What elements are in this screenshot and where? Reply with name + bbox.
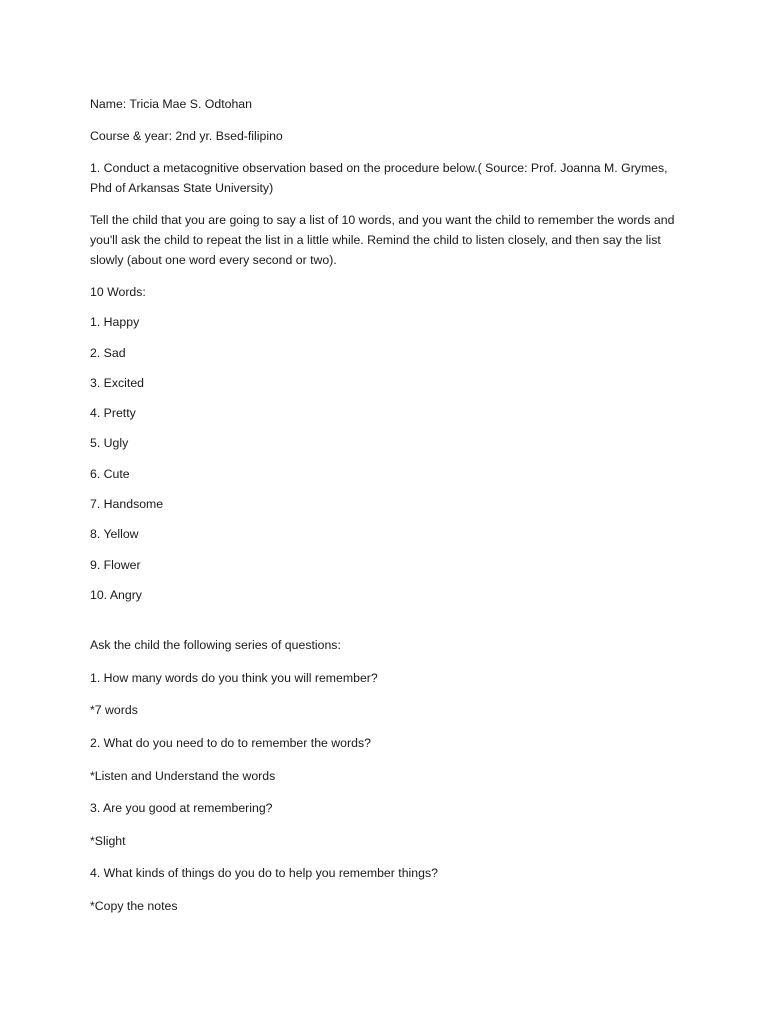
list-item: 1. Happy — [90, 315, 140, 330]
spacer — [90, 615, 690, 635]
question: 1. How many words do you think you will remember? — [90, 670, 378, 685]
answer: *Listen and Understand the words — [90, 768, 276, 783]
list-item: 9. Flower — [90, 557, 141, 572]
answer: *7 words — [90, 703, 138, 718]
document-page — [90, 94, 690, 929]
question: 2. What do you need to do to remember the words? — [90, 736, 371, 751]
question: 4. What kinds of things do you do to help you remember things? — [90, 866, 438, 881]
list-item: 3. Excited — [90, 375, 144, 390]
procedure-paragraph: Tell the child that you are going to say a list of 10 words, and you want the child to remember the words and you'll ask the child to repeat the list in a little while. Remind the child to listen closely, and then say the list slowly (about one word every second or two). — [90, 213, 675, 267]
list-item: 7. Handsome — [90, 497, 164, 512]
list-item: 10. Angry — [90, 587, 142, 602]
list-item: 4. Pretty — [90, 406, 136, 421]
word-list-heading: 10 Words: — [90, 285, 146, 299]
course-year: Course & year: 2nd yr. Bsed-filipino — [90, 129, 283, 143]
list-item: 2. Sad — [90, 345, 126, 360]
question: 3. Are you good at remembering? — [90, 801, 273, 816]
student-name: Name: Tricia Mae S. Odtohan — [90, 97, 252, 111]
answer: *Copy the notes — [90, 899, 178, 914]
list-item: 5. Ugly — [90, 436, 129, 451]
list-item: 6. Cute — [90, 466, 130, 481]
list-item: 8. Yellow — [90, 527, 139, 542]
task-instruction: 1. Conduct a metacognitive observation based on the procedure below.( Source: Prof. Joanna M. Grymes, Phd of Arkansas State University) — [90, 161, 668, 195]
questions-intro: Ask the child the following series of questions: — [90, 638, 341, 653]
answer: *Slight — [90, 833, 126, 848]
